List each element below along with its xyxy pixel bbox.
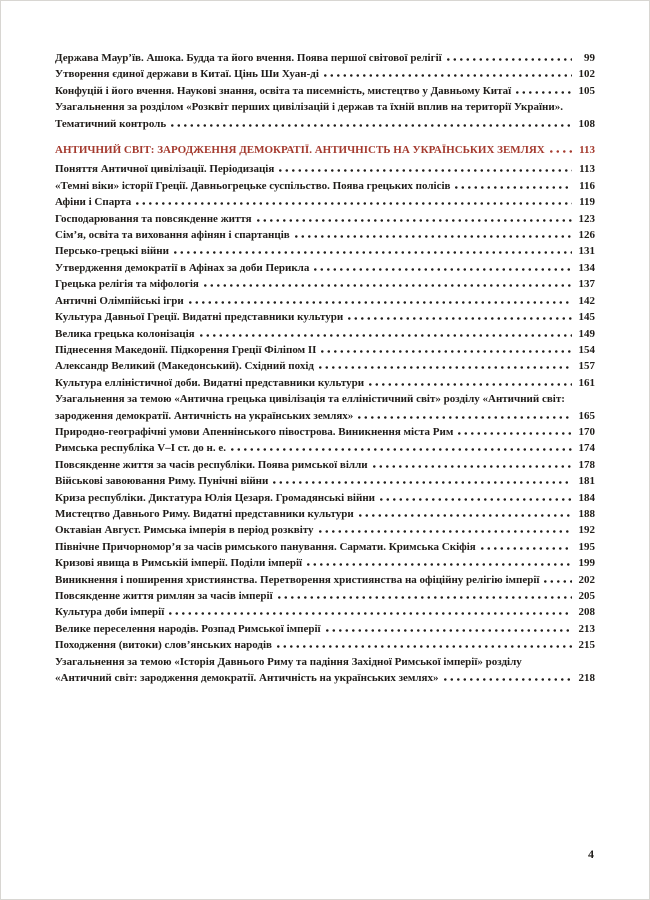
toc-entry-title: Культура елліністичної доби. Видатні представники культури	[55, 376, 365, 389]
dot-leader	[295, 235, 572, 238]
dot-leader	[200, 334, 572, 337]
toc-entry	[55, 342, 595, 358]
page-number: 4	[588, 847, 594, 861]
toc-entry-page: 119	[579, 196, 595, 209]
dot-leader	[171, 124, 572, 127]
toc-entry-title: Утворення єдиної держави в Китаї. Цінь Ши Хуан-ді	[55, 68, 319, 81]
toc-entry-title: Повсякденне життя за часів республіки. Поява римської вілли	[55, 458, 368, 471]
dot-leader	[321, 350, 572, 353]
toc-entry-row	[55, 66, 595, 82]
toc-entry-page: 116	[579, 179, 595, 192]
toc-entry-page: 181	[578, 475, 595, 488]
dot-leader	[189, 301, 572, 304]
dot-leader	[278, 596, 572, 599]
toc-entry-row	[55, 506, 595, 522]
toc-entry-page: 202	[578, 573, 595, 586]
dot-leader	[369, 383, 572, 386]
toc-entry-page: 208	[578, 606, 595, 619]
toc-entry-row	[55, 293, 595, 309]
toc-entry-row	[55, 539, 595, 555]
toc-entry-page: 205	[578, 590, 595, 602]
toc-entry-row	[55, 161, 595, 177]
toc-entry-page: 113	[579, 163, 595, 176]
toc-entry-title: Велика грецька колонізація	[55, 327, 195, 340]
toc-entry-page: 134	[578, 261, 595, 274]
dot-leader	[136, 202, 572, 205]
toc-entry-page: 215	[578, 639, 595, 652]
toc-entry-title: Господарювання та повсякденне життя	[55, 212, 252, 225]
toc-entry-row	[55, 375, 595, 391]
toc-entry-page: 218	[578, 672, 595, 685]
toc-entry	[55, 260, 595, 276]
dot-leader	[326, 629, 572, 632]
dot-leader	[481, 547, 572, 550]
dot-leader	[273, 481, 572, 484]
toc-entry	[55, 572, 595, 588]
toc-entry-page: 137	[578, 278, 595, 291]
toc-entry-title: Римська республіка V–I ст. до н. е.	[55, 442, 226, 455]
toc-entry	[55, 539, 595, 555]
toc-entry-title: Культура Давньої Греції. Видатні представники культури	[55, 311, 344, 324]
toc-entry-title: Походження (витоки) слов’янських народів	[55, 639, 272, 652]
toc-entry-page: 108	[578, 117, 595, 130]
toc-entry-title: Грецька релігія та міфологія	[55, 278, 199, 291]
toc-entry-title: Октавіан Август. Римська імперія в період розквіту	[55, 524, 314, 537]
dot-leader	[204, 284, 572, 287]
toc-entry-row	[55, 555, 595, 571]
toc-entry-page: 195	[578, 540, 595, 553]
toc-entry-title: Піднесення Македонії. Підкорення Греції Філіпом II	[55, 343, 317, 356]
toc-entry-page: 178	[578, 458, 595, 471]
dot-leader	[231, 448, 572, 451]
toc-entry	[55, 66, 595, 82]
dot-leader	[307, 563, 572, 566]
toc-entry	[55, 161, 595, 177]
toc-entry	[55, 588, 595, 604]
toc-entry-row	[55, 490, 595, 506]
toc-entry-page: 105	[578, 84, 595, 97]
dot-leader	[516, 91, 572, 94]
toc-entry-page: 145	[578, 311, 595, 324]
toc-entry-title: зародження демократії. Античність на українських землях»	[55, 409, 354, 422]
toc-entry-row	[55, 50, 595, 66]
toc-entry-row	[55, 637, 595, 653]
toc-entry-title: Мистецтво Давнього Риму. Видатні представники культури	[55, 507, 354, 520]
dot-leader	[277, 645, 572, 648]
toc-entry-page: 199	[578, 557, 595, 570]
toc-entry-row	[55, 358, 595, 374]
toc-section-title: АНТИЧНИЙ СВІТ: ЗАРОДЖЕННЯ ДЕМОКРАТІЇ. АНТИЧНІСТЬ НА УКРАЇНСЬКИХ ЗЕМЛЯХ	[55, 144, 545, 157]
toc-entry-row	[55, 260, 595, 276]
toc-entry	[55, 211, 595, 227]
dot-leader	[257, 219, 572, 222]
toc-entry-row	[55, 142, 595, 158]
dot-leader	[314, 268, 572, 271]
toc-entry	[55, 99, 595, 132]
dot-leader	[324, 74, 572, 77]
toc-entry-row	[55, 604, 595, 620]
dot-leader	[319, 366, 572, 369]
toc-entry-row	[55, 424, 595, 440]
toc-entry-title: Держава Маур’їв. Ашока. Будда та його вчення. Поява першої світової релігії	[55, 52, 442, 64]
toc-entry	[55, 457, 595, 473]
toc-entry-title: Велике переселення народів. Розпад Римської імперії	[55, 622, 321, 635]
toc-entry-page: 213	[578, 622, 595, 635]
toc-entry-row	[55, 473, 595, 489]
toc-entry	[55, 375, 595, 391]
toc-entry-title: Античні Олімпійські ігри	[55, 294, 184, 307]
toc-entry	[55, 440, 595, 456]
toc-entry	[55, 326, 595, 342]
toc-entry-title: Кризові явища в Римській імперії. Поділи імперії	[55, 557, 303, 570]
toc-entry	[55, 555, 595, 571]
toc-entry-page: 157	[578, 360, 595, 373]
toc-entry-title: «Античний світ: зародження демократії. Античність на українських землях»	[55, 672, 439, 685]
toc-entry-page: 149	[578, 327, 595, 340]
toc-entry	[55, 50, 595, 66]
toc-entry	[55, 227, 595, 243]
toc-entry-title: Александр Великий (Македонський). Східний похід	[55, 360, 314, 373]
toc-entry-row	[55, 621, 595, 637]
toc-entry-title: Криза республіки. Диктатура Юлія Цезаря. Громадянські війни	[55, 491, 375, 504]
dot-leader	[550, 150, 572, 153]
toc-entry-row	[55, 342, 595, 358]
toc-entry-row	[55, 178, 595, 194]
toc-entry-line: Узагальнення за темою «Антична грецька цивілізація та елліністичний світ» розділу «Античний світ:	[55, 393, 565, 406]
toc-entry-page: 188	[578, 507, 595, 520]
dot-leader	[319, 530, 572, 533]
toc-entry	[55, 473, 595, 489]
dot-leader	[359, 514, 572, 517]
toc-entry-title: Афіни і Спарта	[55, 196, 132, 209]
toc-entry	[55, 522, 595, 538]
toc-entry	[55, 424, 595, 440]
toc-entry-title: Культура доби імперії	[55, 606, 165, 619]
toc-entry	[55, 637, 595, 653]
toc-entry-row	[55, 309, 595, 325]
toc-entry-page: 123	[578, 212, 595, 225]
toc-entry	[55, 490, 595, 506]
toc-entry-line: Узагальнення за темою «Історія Давнього Риму та падіння Західної Римської імперії» розділу	[55, 655, 522, 668]
dot-leader	[358, 416, 572, 419]
toc-entry-title: Сім’я, освіта та виховання афінян і спартанців	[55, 229, 290, 242]
dot-leader	[373, 465, 572, 468]
toc-entry	[55, 358, 595, 374]
toc-entry-row	[55, 83, 595, 99]
toc-entry	[55, 243, 595, 259]
toc-entry-row	[55, 588, 595, 604]
toc-entry	[55, 194, 595, 210]
toc-entry	[55, 506, 595, 522]
toc-entry	[55, 654, 595, 687]
toc-entry-row	[55, 408, 595, 424]
toc-entry-title: Конфуцій і його вчення. Наукові знання, освіта та писемність, мистецтво у Давньому Китаї	[55, 84, 512, 97]
toc-list	[55, 50, 595, 686]
toc-entry-page: 161	[578, 376, 595, 389]
toc-entry-page: 102	[578, 68, 595, 81]
toc-entry-page: 192	[578, 524, 595, 537]
toc-entry-page: 99	[584, 52, 595, 64]
dot-leader	[458, 432, 572, 435]
toc-entry-row	[55, 670, 595, 686]
dot-leader	[444, 678, 573, 681]
toc-entry-row	[55, 457, 595, 473]
toc-entry-title: Утвердження демократії в Афінах за доби Перикла	[55, 261, 310, 274]
toc-entry-page: 165	[578, 409, 595, 422]
toc-entry-row	[55, 227, 595, 243]
toc-section-heading	[55, 142, 595, 158]
toc-entry-title: Персько-грецькі війни	[55, 245, 169, 258]
toc-entry-page: 154	[578, 343, 595, 356]
toc-entry-title: Тематичний контроль	[55, 117, 167, 130]
dot-leader	[544, 580, 572, 583]
dot-leader	[169, 612, 572, 615]
toc-entry-row	[55, 326, 595, 342]
dot-leader	[380, 498, 572, 501]
dot-leader	[174, 251, 572, 254]
toc-entry-row	[55, 211, 595, 227]
toc-entry-page: 184	[578, 491, 595, 504]
toc-entry	[55, 309, 595, 325]
toc-entry-title: «Темні віки» історії Греції. Давньогрецьке суспільство. Поява грецьких полісів	[55, 179, 451, 192]
toc-entry-title: Природно-географічні умови Апеннінського півострова. Виникнення міста Рим	[55, 425, 454, 438]
toc-entry-row	[55, 194, 595, 210]
toc-entry	[55, 621, 595, 637]
dot-leader	[348, 317, 572, 320]
toc-entry-title: Північне Причорномор’я за часів римського панування. Сармати. Кримська Скіфія	[55, 540, 476, 553]
toc-entry	[55, 83, 595, 99]
toc-entry-page: 174	[578, 442, 595, 455]
toc-entry	[55, 293, 595, 309]
toc-entry-title: Військові завоювання Риму. Пунічні війни	[55, 475, 269, 488]
toc-entry	[55, 276, 595, 292]
dot-leader	[455, 186, 572, 189]
toc-entry	[55, 391, 595, 424]
toc-entry-page: 142	[578, 294, 595, 307]
toc-entry	[55, 604, 595, 620]
toc-entry-page: 126	[578, 229, 595, 242]
toc-entry-title: Поняття Античної цивілізації. Періодизація	[55, 163, 275, 176]
toc-entry-page: 170	[578, 425, 595, 438]
toc-entry-title: Виникнення і поширення християнства. Перетворення християнства на офіційну релігію імперії	[55, 573, 540, 586]
toc-entry-line: Узагальнення за розділом «Розквіт перших цивілізацій і держав та їхній вплив на території України».	[55, 101, 563, 114]
toc-entry-row	[55, 572, 595, 588]
toc-entry-row	[55, 440, 595, 456]
dot-leader	[279, 169, 572, 172]
toc-entry-row	[55, 276, 595, 292]
toc-entry-page: 113	[579, 144, 595, 157]
toc-entry-title: Повсякденне життя римлян за часів імперії	[55, 590, 273, 602]
toc-entry-page: 131	[578, 245, 595, 258]
dot-leader	[447, 58, 572, 61]
toc-entry-row	[55, 522, 595, 538]
toc-entry-row	[55, 243, 595, 259]
toc-entry	[55, 178, 595, 194]
toc-entry-row	[55, 116, 595, 132]
